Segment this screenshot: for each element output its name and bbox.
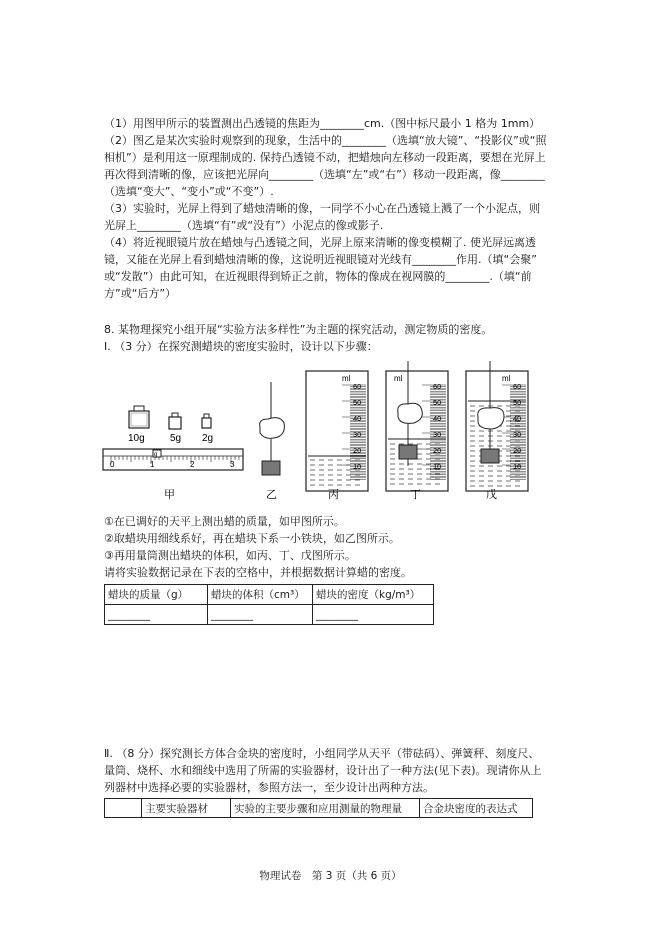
figure-ding [386, 361, 448, 501]
experiment-figure [100, 357, 550, 507]
iron-block-icon [262, 461, 280, 475]
table-row [105, 605, 434, 625]
ruler-tick-label: 0 [110, 460, 115, 469]
q7-line: （选填“变大”、“变小”或“不变”）. [104, 185, 274, 198]
caption-wu: 戊 [486, 488, 497, 501]
step-line: 请将实验数据记录在下表的空格中，并根据数据计算蜡的密度。 [104, 566, 412, 579]
caption-yi: 乙 [266, 488, 277, 501]
cylinder-scale-label: 40 [353, 414, 362, 423]
cylinder-scale-label: 40 [433, 414, 442, 423]
table-header: 合金块密度的表达式 [420, 799, 533, 818]
weight-10g-label: 10g [128, 433, 145, 444]
table-cell-blank[interactable]: ________ [313, 605, 434, 625]
cylinder-scale-label: 50 [433, 398, 442, 407]
q7-line: （1）用图甲所示的装置测出凸透镜的焦距为________cm.（图中标尺最小 1 格为 1mm） [104, 117, 541, 130]
table-header: 主要实验器材 [142, 799, 231, 818]
table-header: 实验的主要步骤和应用测量的物理量 [231, 799, 420, 818]
cylinder-scale-label: 30 [433, 430, 442, 439]
caption-ding: 丁 [410, 488, 421, 501]
q7-line: 相机”）是利用这一原理制成的. 保持凸透镜不动，把蜡烛向左移动一段距离，要想在光屏上 [104, 151, 546, 164]
cylinder-scale-label: 30 [513, 430, 522, 439]
wax-block-icon [398, 403, 423, 423]
wax-block-icon [260, 418, 285, 439]
cylinder-scale-label: 60 [353, 382, 362, 391]
cylinder-scale-label: 60 [513, 382, 522, 391]
q8-title: 8. 某物理探究小组开展“实验方法多样性”为主题的探究活动，测定物质的密度。 [104, 323, 493, 336]
cylinder-scale-label: 10 [513, 462, 522, 471]
table-cell-blank[interactable]: ________ [105, 605, 208, 625]
ruler-marker: g [154, 452, 158, 458]
q7-line: 镜，又能在光屏上看到蜡烛清晰的像，这说明近视眼镜对光线有________作用.（填“会聚” [104, 253, 537, 266]
cylinder-scale-label: 10 [353, 462, 362, 471]
cylinder-scale-label: 10 [433, 462, 442, 471]
cylinder-scale-label: 40 [513, 414, 522, 423]
table-row [105, 585, 434, 605]
weight-5g-icon [169, 413, 181, 429]
figure-yi [260, 382, 285, 501]
caption-jia: 甲 [164, 488, 175, 501]
figure-bing [306, 371, 368, 501]
table-row [105, 799, 533, 818]
q7-line: （3）实验时，光屏上得到了蜡烛清晰的像，一同学不小心在凸透镜上溅了一个小泥点，则 [104, 202, 540, 215]
weight-2g-label: 2g [202, 433, 214, 444]
q7-line: （2）图乙是某次实验时观察到的现象，生活中的________（选填“放大镜”、“投影仪”或“照 [104, 134, 547, 147]
part2-line: 列器材中选择必要的实验器材，参照方法一，至少设计出两种方法。 [104, 781, 434, 794]
balance-ruler [103, 449, 243, 470]
q7-line: 光屏上________（选填“有”或“没有”）小泥点的像或影子. [104, 219, 384, 232]
caption-bing: 丙 [328, 488, 339, 501]
step-line: ①在已调好的天平上测出蜡的质量，如甲图所示。 [104, 515, 345, 528]
q7-line: 或“发散”）由此可知，在近视眼得到矫正之前，物体的像成在视网膜的________.（填“前 [104, 270, 532, 283]
table-header: 蜡块的密度（kg/m³） [313, 585, 434, 605]
q7-line: （4）将近视眼镜片放在蜡烛与凸透镜之间，光屏上原来清晰的像变模糊了. 使光屏远离透 [104, 236, 536, 249]
page-footer: 物理试卷 第 3 页（共 6 页） [259, 870, 402, 882]
cylinder-scale-label: 20 [353, 446, 362, 455]
ruler-tick-label: 3 [230, 460, 235, 469]
part2-line: Ⅱ. （8 分）探究测长方体合金块的密度时，小组同学从天平（带砝码）、弹簧秤、刻度尺、 [104, 747, 540, 760]
cylinder-scale-label: 20 [513, 446, 522, 455]
step-line: ②取蜡块用细线系好，再在蜡块下系一小铁块，如乙图所示。 [104, 532, 400, 545]
ruler-tick-label: 1 [150, 460, 155, 469]
figure-jia [103, 406, 243, 501]
ruler-tick-label: 2 [190, 460, 195, 469]
weight-5g-label: 5g [170, 433, 182, 444]
table-cell-blank[interactable]: ________ [208, 605, 313, 625]
figure-wu [466, 361, 528, 501]
cylinder-scale-label: 20 [433, 446, 442, 455]
cylinder-scale-label: 50 [513, 398, 522, 407]
wax-data-table [104, 584, 434, 625]
part2-line: 量筒、烧杯、水和细线中选用了所需的实验器材，设计出了一种方法(见下表)。现请你从上 [104, 764, 542, 777]
cylinder-scale-label: 50 [353, 398, 362, 407]
cylinder-scale-label: 60 [433, 382, 442, 391]
cylinder-unit: ml [342, 374, 351, 383]
weight-10g-icon [129, 406, 149, 428]
q7-line: 方”或“后方”） [104, 287, 177, 300]
q7-line: 再次得到清晰的像，应该把光屏向________（选填“左”或“右”）移动一段距离，像________ [104, 168, 545, 181]
table-header: 蜡块的体积（cm³） [208, 585, 313, 605]
step-line: ③再用量筒测出蜡块的体积，如丙、丁、戊图所示。 [104, 549, 356, 562]
table-header [105, 799, 142, 818]
iron-block-icon [481, 449, 499, 463]
cylinder-unit: ml [502, 374, 511, 383]
wax-block-icon [478, 408, 504, 429]
weight-2g-icon [202, 414, 211, 428]
iron-block-icon [399, 445, 417, 459]
table-header: 蜡块的质量（g） [105, 585, 208, 605]
cylinder-unit: ml [394, 374, 403, 383]
method-table [104, 798, 533, 818]
q8-part1-title: Ⅰ. （3 分）在探究测蜡块的密度实验时，设计以下步骤： [104, 340, 378, 353]
cylinder-scale-label: 30 [353, 430, 362, 439]
